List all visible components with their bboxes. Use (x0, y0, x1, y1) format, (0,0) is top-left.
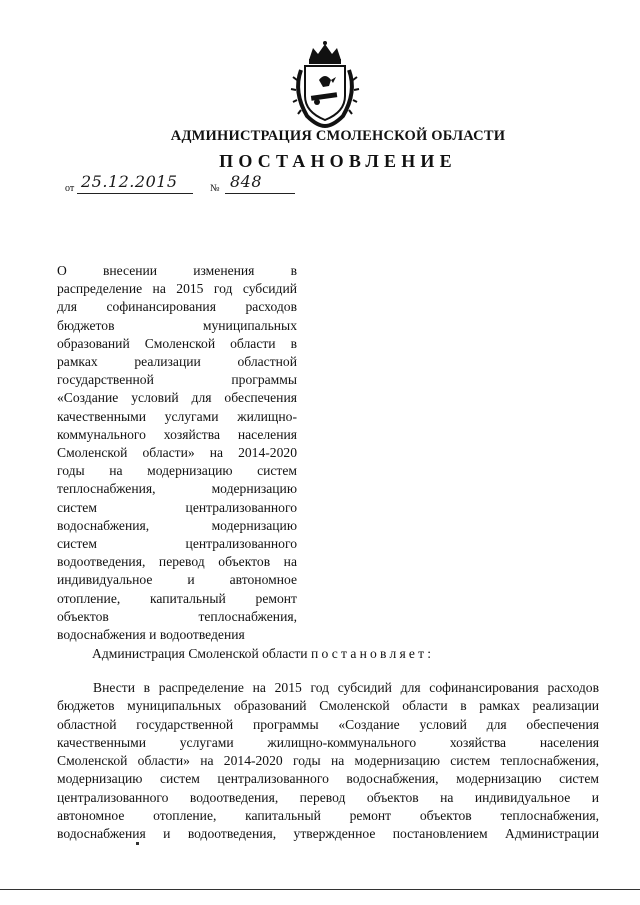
document-type-title: ПОСТАНОВЛЕНИЕ (219, 151, 457, 171)
number-underline (225, 193, 295, 194)
body-line: централизованного водоотведения, перевод объектов на индивидуальное и (57, 789, 599, 805)
decree-verb: постановляет: (310, 646, 435, 661)
subject-line: коммунального хозяйства населения (57, 426, 297, 442)
organization-title: АДМИНИСТРАЦИЯ СМОЛЕНСКОЙ ОБЛАСТИ (170, 128, 506, 144)
subject-line: для софинансирования расходов (57, 299, 297, 315)
page-bottom-rule (0, 889, 640, 890)
subject-line: «Создание условий для обеспечения (57, 390, 297, 406)
subject-block (57, 262, 297, 644)
subject-line: водоснабжения, модернизацию (57, 517, 297, 533)
subject-line: систем централизованного (57, 536, 297, 552)
number-value: 848 (230, 172, 263, 191)
subject-line: образований Смоленской области в (57, 335, 297, 351)
body-line: водоснабжения и водоотведения, утвержденное постановлением Администрации (57, 826, 599, 842)
date-value: 25.12.2015 (81, 172, 178, 191)
body-line: автономное отопление, капитальный ремонт объектов теплоснабжения, (57, 808, 599, 824)
decree-prefix: Администрация Смоленской области (92, 646, 308, 661)
coat-of-arms-icon (287, 40, 363, 130)
date-underline (77, 193, 193, 194)
subject-line: объектов теплоснабжения, (57, 608, 297, 624)
body-line: Смоленской области» на 2014-2020 годы на модернизацию систем теплоснабжения, (57, 753, 599, 769)
subject-line: государственной программы (57, 372, 297, 388)
number-label: № (210, 183, 220, 194)
body-line: модернизацию систем централизованного водоснабжения, модернизацию систем (57, 771, 599, 787)
subject-line: рамках реализации областной (57, 354, 297, 370)
date-label: от (65, 183, 75, 194)
subject-line: водоснабжения и водоотведения (57, 627, 245, 643)
body-line: качественными услугами жилищно-коммунального хозяйства населения (57, 734, 599, 750)
body-line: бюджетов муниципальных образований Смоленской области в рамках реализации (57, 698, 599, 714)
subject-line: индивидуальное и автономное (57, 572, 297, 588)
body-line: областной государственной программы «Создание условий для обеспечения (57, 716, 599, 732)
subject-line: распределение на 2015 год субсидий (57, 281, 297, 297)
subject-line: Смоленской области» на 2014-2020 (57, 445, 297, 461)
subject-line: теплоснабжения, модернизацию (57, 481, 297, 497)
subject-line: систем централизованного (57, 499, 297, 515)
body-line: Внести в распределение на 2015 год субсидий для софинансирования расходов (93, 680, 599, 695)
subject-line: бюджетов муниципальных (57, 317, 297, 333)
subject-line: годы на модернизацию систем (57, 463, 297, 479)
scan-mark (136, 842, 139, 845)
subject-line: водоотведения, перевод объектов на (57, 554, 297, 570)
subject-line: отопление, капитальный ремонт (57, 590, 297, 606)
subject-line: качественными услугами жилищно- (57, 408, 297, 424)
body-paragraph (57, 679, 599, 844)
decree-line (92, 646, 434, 662)
subject-line: О внесении изменения в (57, 263, 297, 278)
